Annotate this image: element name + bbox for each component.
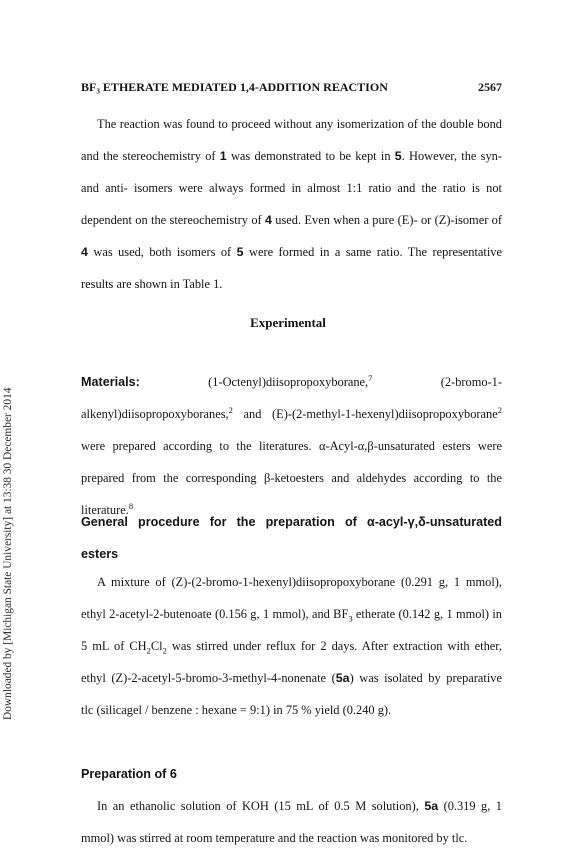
general-text-2: etherate (0.142 g, 1 mmol) in 5 mL of CH	[81, 607, 502, 653]
compound-ref: 5	[236, 245, 244, 259]
reference-marker: 7	[368, 372, 373, 383]
intro-paragraph	[81, 108, 502, 300]
intro-text-5: was used, both isomers of	[87, 245, 237, 259]
general-text-4: was stirred under reflux for 2 days. After extraction with ether, ethyl (Z)-2-acetyl-5-bromo-3-methyl-4-nonenate (	[81, 639, 502, 685]
general-text-5: ) was isolated by preparative tlc (silicagel / benzene : hexane = 9:1) in 75 % yield (0.240 g).	[81, 671, 502, 717]
download-watermark: Downloaded by [Michigan State University] at 13:38 30 December 2014	[2, 387, 14, 720]
intro-text-6: were formed in a same ratio. The representative results are shown in Table 1.	[81, 245, 502, 291]
materials-text-3: and (E)-(2-methyl-1-hexenyl)diisopropoxyborane	[232, 407, 498, 421]
preparation-6-paragraph	[81, 790, 502, 854]
materials-text-2: (2-bromo-1-alkenyl)diisopropoxyboranes,	[81, 375, 502, 421]
reference-marker: 2	[497, 404, 502, 415]
subscript: 2	[146, 645, 151, 656]
section-title-experimental: Experimental	[250, 315, 326, 330]
reference-marker: 2	[228, 404, 233, 415]
compound-ref: 4	[265, 213, 272, 227]
running-header	[81, 80, 502, 95]
intro-text-1: The reaction was found to proceed without any isomerization of the double bond and the stereochemistry of	[81, 117, 502, 163]
intro-text-3: . However, the syn- and anti- isomers were always formed in almost 1:1 ratio and the ratio is not dependent on the stereochemistry of	[81, 149, 503, 227]
subscript: 3	[348, 613, 353, 624]
materials-paragraph	[81, 366, 502, 526]
prep6-text-1: In an ethanolic solution of KOH (15 mL of 0.5 M solution),	[97, 799, 425, 813]
general-procedure-heading: General procedure for the preparation of α-acyl-γ,δ-unsaturated esters	[81, 515, 502, 561]
materials-heading: Materials:	[81, 375, 140, 389]
compound-ref: 4	[81, 245, 88, 259]
compound-ref: 1	[219, 149, 227, 163]
intro-text-2: was demonstrated to be kept in	[226, 149, 395, 163]
compound-ref: 5	[394, 149, 402, 163]
intro-text-4: used. Even when a pure (E)- or (Z)-isomer of	[271, 213, 502, 227]
materials-text-1: (1-Octenyl)diisopropoxyborane,	[139, 375, 369, 389]
compound-ref: 5a	[424, 799, 439, 813]
general-procedure-paragraph	[81, 566, 502, 726]
running-title: BF₃ ETHERATE MEDIATED 1,4-ADDITION REACTION	[81, 80, 388, 94]
reference-marker: 8	[128, 500, 134, 511]
general-text-1: A mixture of (Z)-(2-bromo-1-hexenyl)diisopropoxyborane (0.291 g, 1 mmol), ethyl 2-acetyl-2-butenoate (0.156 g, 1 mmol), and BF	[81, 575, 502, 621]
materials-text-4: were prepared according to the literatures. α-Acyl-α,β-unsaturated esters were prepared from the corresponding β-ketoesters and aldehydes according to the literature.	[81, 439, 502, 517]
prep6-text-2: (0.319 g, 1 mmol) was stirred at room temperature and the reaction was monitored by tlc.	[81, 799, 502, 845]
compound-ref: 5a	[335, 671, 350, 685]
page-number: 2567	[478, 80, 502, 94]
subscript: 2	[162, 645, 167, 656]
general-text-3: Cl	[150, 639, 163, 653]
preparation-6-heading: Preparation of 6	[81, 767, 177, 781]
